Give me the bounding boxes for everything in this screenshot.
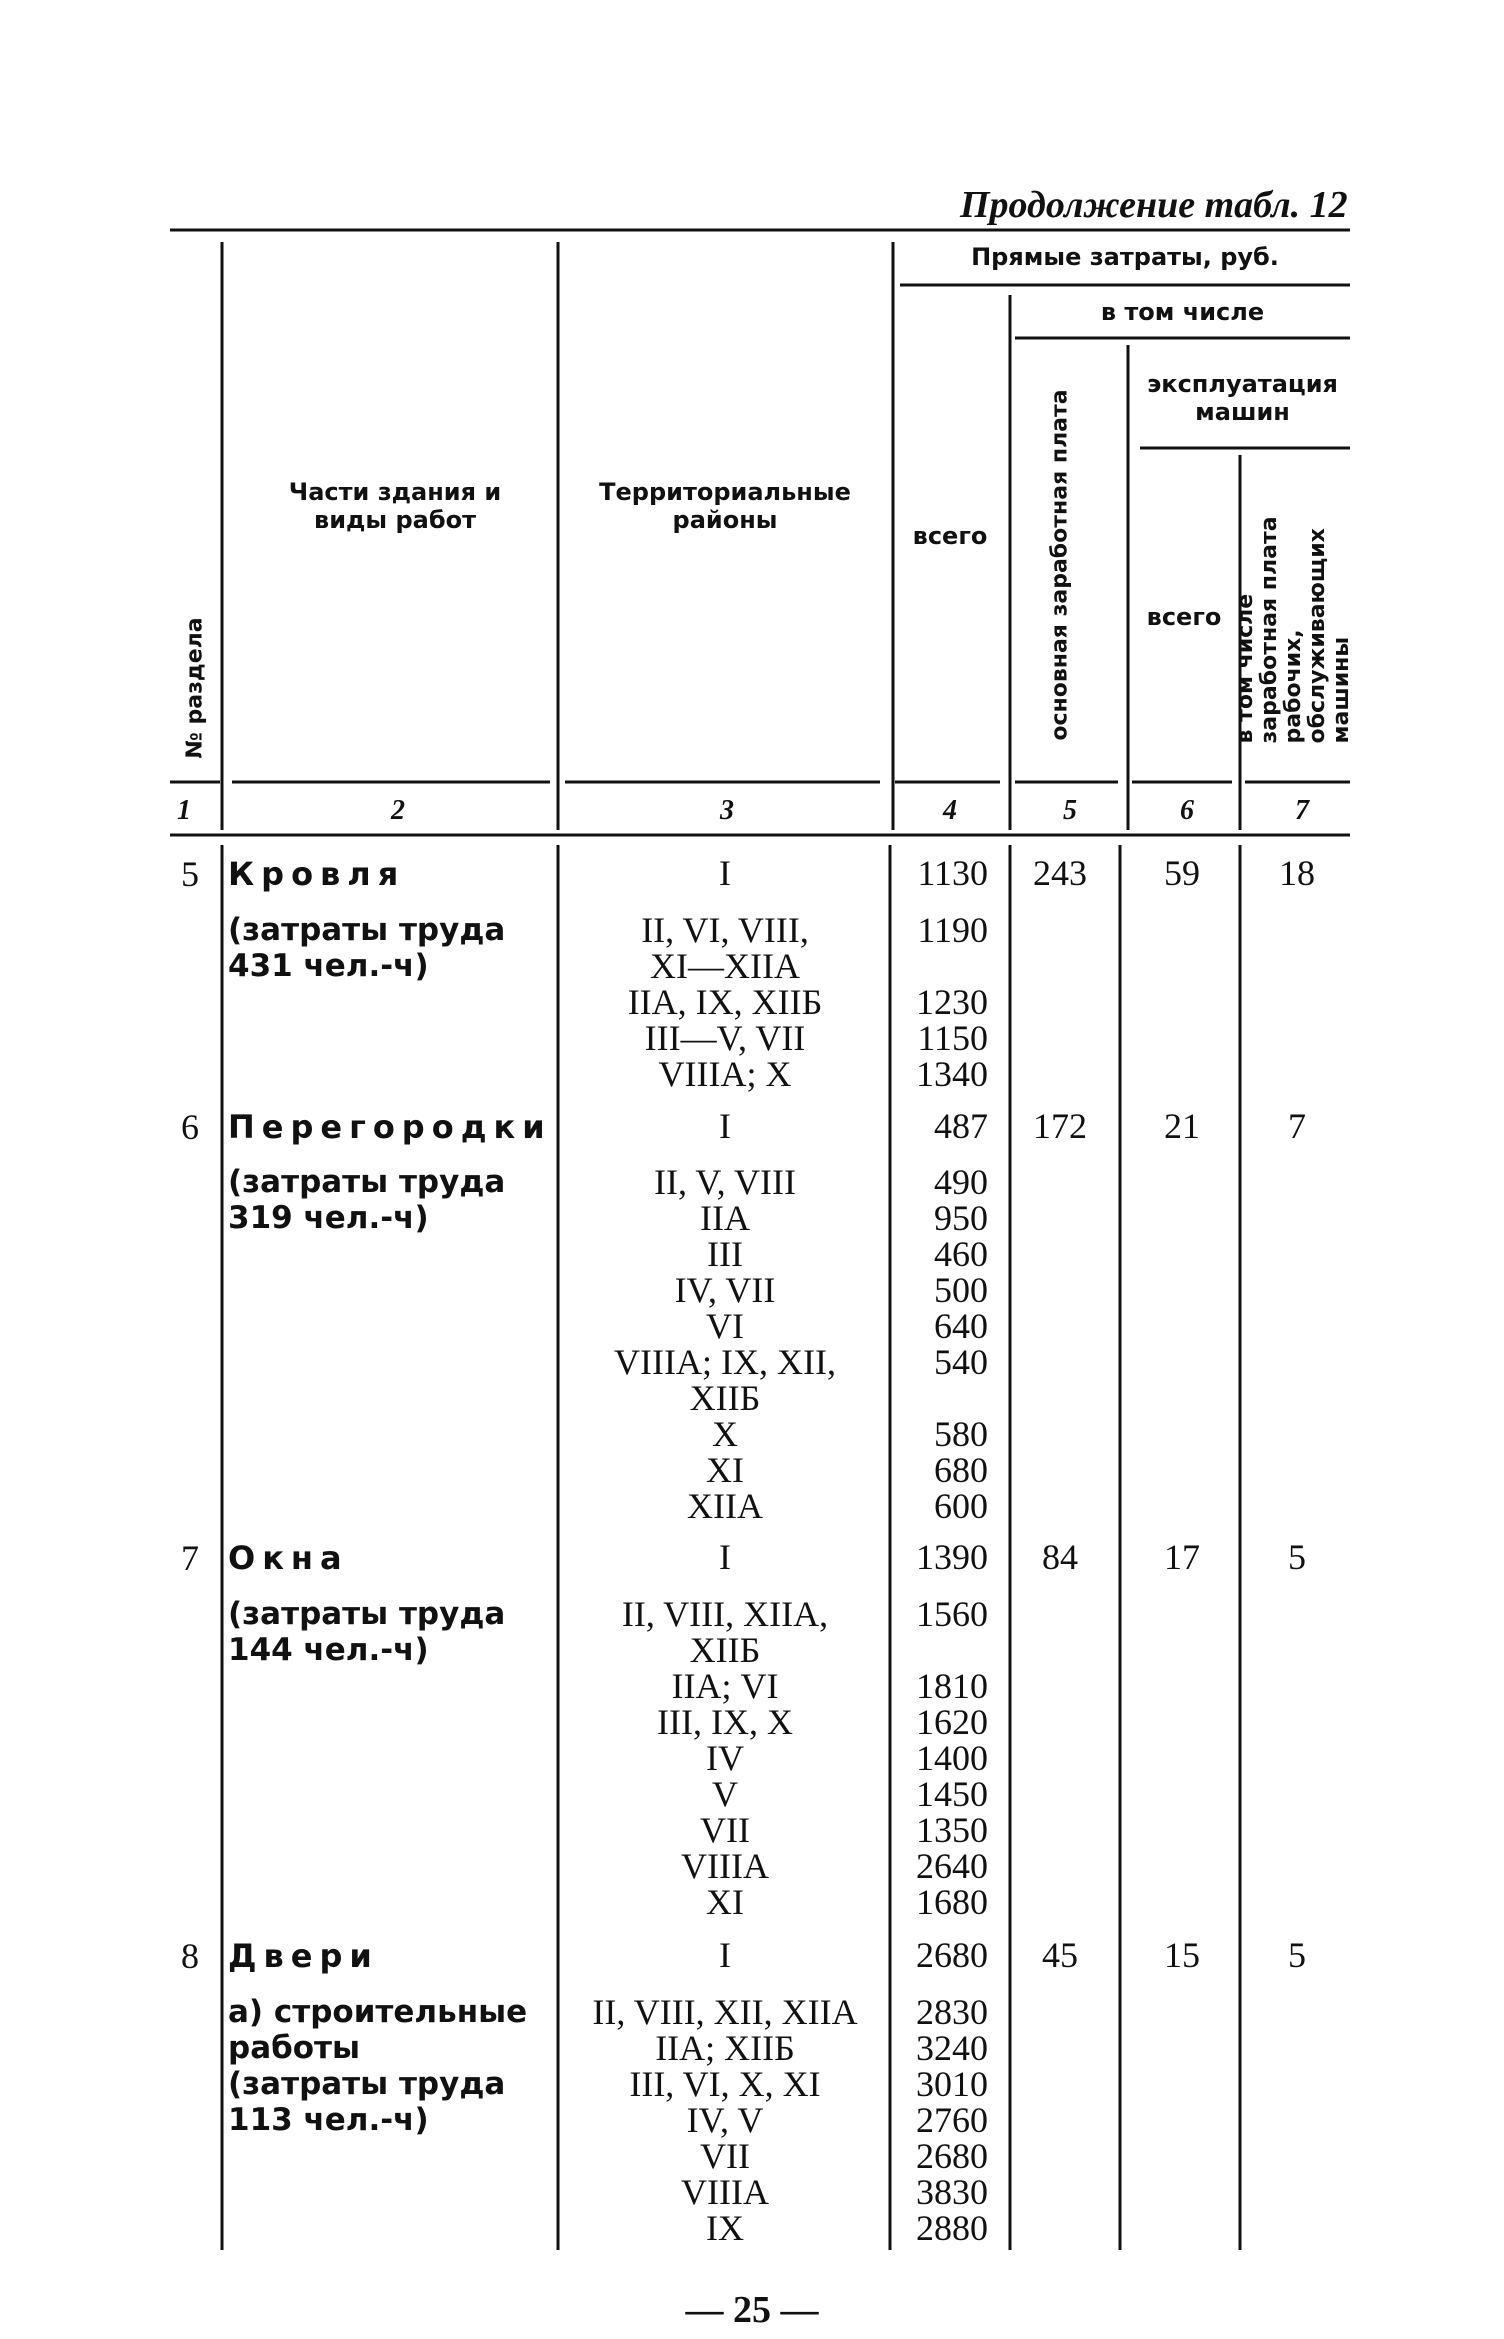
header-parts: Части здания и виды работ bbox=[288, 478, 502, 534]
region-cell: I bbox=[719, 853, 731, 893]
total-cell: 540 bbox=[934, 1342, 988, 1382]
region-cell: X bbox=[712, 1414, 738, 1454]
total-cell: 3830 bbox=[916, 2172, 988, 2212]
total-cell: 1560 bbox=[916, 1594, 988, 1634]
region-cell: XI bbox=[706, 1882, 744, 1922]
page-number: — 25 — bbox=[685, 2289, 819, 2331]
total-cell: 2680 bbox=[916, 2136, 988, 2176]
header-direct-costs: Прямые затраты, руб. bbox=[971, 243, 1279, 271]
total-cell: 3010 bbox=[916, 2064, 988, 2104]
region-cell: XI bbox=[706, 1450, 744, 1490]
total-cell: 1190 bbox=[917, 910, 988, 950]
header-section-no: № раздела bbox=[182, 617, 208, 759]
header-base-wage: основная заработная плата bbox=[1047, 389, 1073, 741]
machine-total-value: 15 bbox=[1164, 1935, 1200, 1975]
total-cell: 1130 bbox=[917, 853, 988, 893]
region-cell: VIIIА bbox=[681, 1846, 769, 1886]
total-cell: 1340 bbox=[916, 1054, 988, 1094]
region-cell: VIIIА bbox=[681, 2172, 769, 2212]
total-cell: 950 bbox=[934, 1198, 988, 1238]
region-cell: III—V, VII bbox=[644, 1018, 806, 1058]
header-including: в том числе bbox=[1100, 298, 1265, 326]
region-cell: II, VIII, XII, XIIА bbox=[592, 1992, 858, 2032]
header-machine-operation: эксплуатация машин bbox=[1147, 370, 1338, 426]
header-machine-total: всего bbox=[1146, 603, 1222, 631]
total-cell: 580 bbox=[934, 1414, 988, 1454]
region-cell: III bbox=[707, 1234, 743, 1274]
total-cell: 2680 bbox=[916, 1935, 988, 1975]
header-territorial: Территориальные районы bbox=[599, 478, 851, 534]
col-number-3: 3 bbox=[720, 795, 734, 826]
total-cell: 680 bbox=[934, 1450, 988, 1490]
region-cell: VIIIА; X bbox=[658, 1054, 792, 1094]
machine-total-value: 17 bbox=[1164, 1537, 1200, 1577]
region-cell: XIIБ bbox=[689, 1378, 761, 1418]
total-cell: 1680 bbox=[916, 1882, 988, 1922]
region-cell: VII bbox=[700, 2136, 750, 2176]
section-note: (затраты труда 431 чел.-ч) bbox=[228, 912, 506, 984]
col-number-2: 2 bbox=[391, 795, 405, 826]
total-cell: 1810 bbox=[916, 1666, 988, 1706]
machine-total-value: 21 bbox=[1164, 1106, 1200, 1146]
total-cell: 460 bbox=[934, 1234, 988, 1274]
table-caption: Продолжение табл. 12 bbox=[960, 184, 1348, 226]
base-wage-value: 84 bbox=[1042, 1537, 1078, 1577]
region-cell: VIIIА; IX, XII, bbox=[614, 1342, 836, 1382]
region-cell: IIА bbox=[700, 1198, 750, 1238]
machine-total-value: 59 bbox=[1164, 853, 1200, 893]
machine-wage-value: 5 bbox=[1288, 1935, 1306, 1975]
total-cell: 1450 bbox=[916, 1774, 988, 1814]
section-name: Кровля bbox=[228, 855, 406, 893]
col-number-4: 4 bbox=[943, 795, 957, 826]
section-note: а) строительные работы (затраты труда 113 чел.-ч) bbox=[228, 1994, 528, 2138]
machine-wage-value: 5 bbox=[1288, 1537, 1306, 1577]
total-cell: 3240 bbox=[916, 2028, 988, 2068]
total-cell: 1620 bbox=[916, 1702, 988, 1742]
region-cell: IV bbox=[706, 1738, 744, 1778]
header-machine-wage: в том числе заработная плата рабочих, обслуживающих машины bbox=[1233, 516, 1354, 744]
section-number: 7 bbox=[181, 1538, 199, 1578]
total-cell: 2830 bbox=[916, 1992, 988, 2032]
region-cell: IX bbox=[706, 2208, 744, 2248]
total-cell: 2760 bbox=[916, 2100, 988, 2140]
section-note: (затраты труда 144 чел.-ч) bbox=[228, 1596, 506, 1668]
section-note: (затраты труда 319 чел.-ч) bbox=[228, 1164, 506, 1236]
total-cell: 490 bbox=[934, 1162, 988, 1202]
region-cell: III, IX, X bbox=[657, 1702, 793, 1742]
section-number: 6 bbox=[181, 1107, 199, 1147]
total-cell: 1400 bbox=[916, 1738, 988, 1778]
col-number-7: 7 bbox=[1295, 795, 1309, 826]
region-cell: II, V, VIII bbox=[654, 1162, 796, 1202]
col-number-5: 5 bbox=[1063, 795, 1077, 826]
region-cell: XIIА bbox=[687, 1486, 763, 1526]
region-cell: I bbox=[719, 1106, 731, 1146]
machine-wage-value: 18 bbox=[1279, 853, 1315, 893]
section-number: 5 bbox=[181, 854, 199, 894]
total-cell: 640 bbox=[934, 1306, 988, 1346]
total-cell: 1390 bbox=[916, 1537, 988, 1577]
region-cell: VII bbox=[700, 1810, 750, 1850]
section-name: Окна bbox=[228, 1539, 349, 1577]
section-number: 8 bbox=[181, 1936, 199, 1976]
section-name: Перегородки bbox=[228, 1108, 552, 1146]
region-cell: IIА; VI bbox=[671, 1666, 779, 1706]
region-cell: XI—XIIА bbox=[650, 946, 800, 986]
region-cell: I bbox=[719, 1537, 731, 1577]
machine-wage-value: 7 bbox=[1288, 1106, 1306, 1146]
header-total: всего bbox=[912, 522, 988, 550]
region-cell: II, VI, VIII, bbox=[641, 910, 809, 950]
region-cell: XIIБ bbox=[689, 1630, 761, 1670]
region-cell: II, VIII, XIIА, bbox=[621, 1594, 829, 1634]
section-name: Двери bbox=[228, 1937, 379, 1975]
total-cell: 487 bbox=[934, 1106, 988, 1146]
region-cell: I bbox=[719, 1935, 731, 1975]
total-cell: 500 bbox=[934, 1270, 988, 1310]
total-cell: 2640 bbox=[916, 1846, 988, 1886]
region-cell: IV, V bbox=[686, 2100, 764, 2140]
region-cell: IIА; XIIБ bbox=[655, 2028, 795, 2068]
base-wage-value: 172 bbox=[1033, 1106, 1087, 1146]
total-cell: 1230 bbox=[916, 982, 988, 1022]
region-cell: III, VI, X, XI bbox=[629, 2064, 821, 2104]
region-cell: V bbox=[712, 1774, 738, 1814]
total-cell: 600 bbox=[934, 1486, 988, 1526]
base-wage-value: 243 bbox=[1033, 853, 1087, 893]
region-cell: IV, VII bbox=[674, 1270, 776, 1310]
col-number-1: 1 bbox=[177, 795, 191, 826]
region-cell: VI bbox=[706, 1306, 744, 1346]
base-wage-value: 45 bbox=[1042, 1935, 1078, 1975]
total-cell: 1150 bbox=[917, 1018, 988, 1058]
total-cell: 1350 bbox=[916, 1810, 988, 1850]
total-cell: 2880 bbox=[916, 2208, 988, 2248]
col-number-6: 6 bbox=[1180, 795, 1194, 826]
region-cell: IIА, IX, XIIБ bbox=[627, 982, 823, 1022]
